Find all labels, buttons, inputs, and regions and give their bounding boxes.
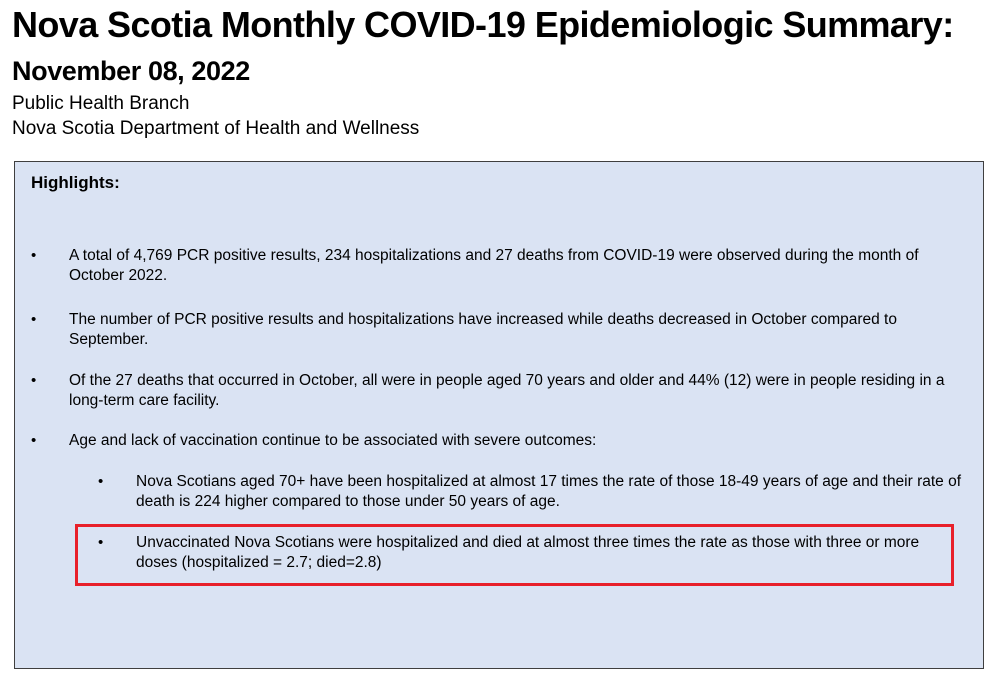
sub-item-vaccination: Unvaccinated Nova Scotians were hospitalized and died at almost three times the rate as those with three or more doses (hospitalized = 2.7; died=2.8): [136, 534, 920, 571]
report-date: November 08, 2022: [12, 56, 250, 86]
sub-item-age: Nova Scotians aged 70+ have been hospitalized at almost 17 times the rate of those 18-49 years of age and their rate of death is 224 higher compared to those under 50 years of age.: [136, 473, 962, 510]
bullet-icon: •: [31, 247, 37, 264]
sub-bullet-icon: •: [98, 473, 104, 490]
highlight-item-severe-outcomes: Age and lack of vaccination continue to be associated with severe outcomes:: [69, 432, 597, 449]
bullet-icon: •: [31, 311, 37, 328]
bullet-icon: •: [31, 372, 37, 389]
report-title: Nova Scotia Monthly COVID-19 Epidemiologic Summary:: [12, 4, 954, 45]
org-branch: Public Health Branch: [12, 93, 190, 114]
highlights-heading: Highlights:: [31, 173, 120, 192]
sub-bullet-icon: •: [98, 534, 104, 551]
highlight-item-total-cases: A total of 4,769 PCR positive results, 234 hospitalizations and 27 deaths from COVID-19 were observed during the month of October 2022.: [69, 247, 919, 284]
bullet-icon: •: [31, 432, 37, 449]
highlights-box: [14, 161, 984, 669]
highlight-item-deaths: Of the 27 deaths that occurred in October, all were in people aged 70 years and older and 44% (12) were in people residing in a long-term care facility.: [69, 372, 945, 409]
highlight-item-trend: The number of PCR positive results and hospitalizations have increased while deaths decreased in October compared to September.: [69, 311, 897, 348]
org-department: Nova Scotia Department of Health and Wellness: [12, 118, 420, 139]
